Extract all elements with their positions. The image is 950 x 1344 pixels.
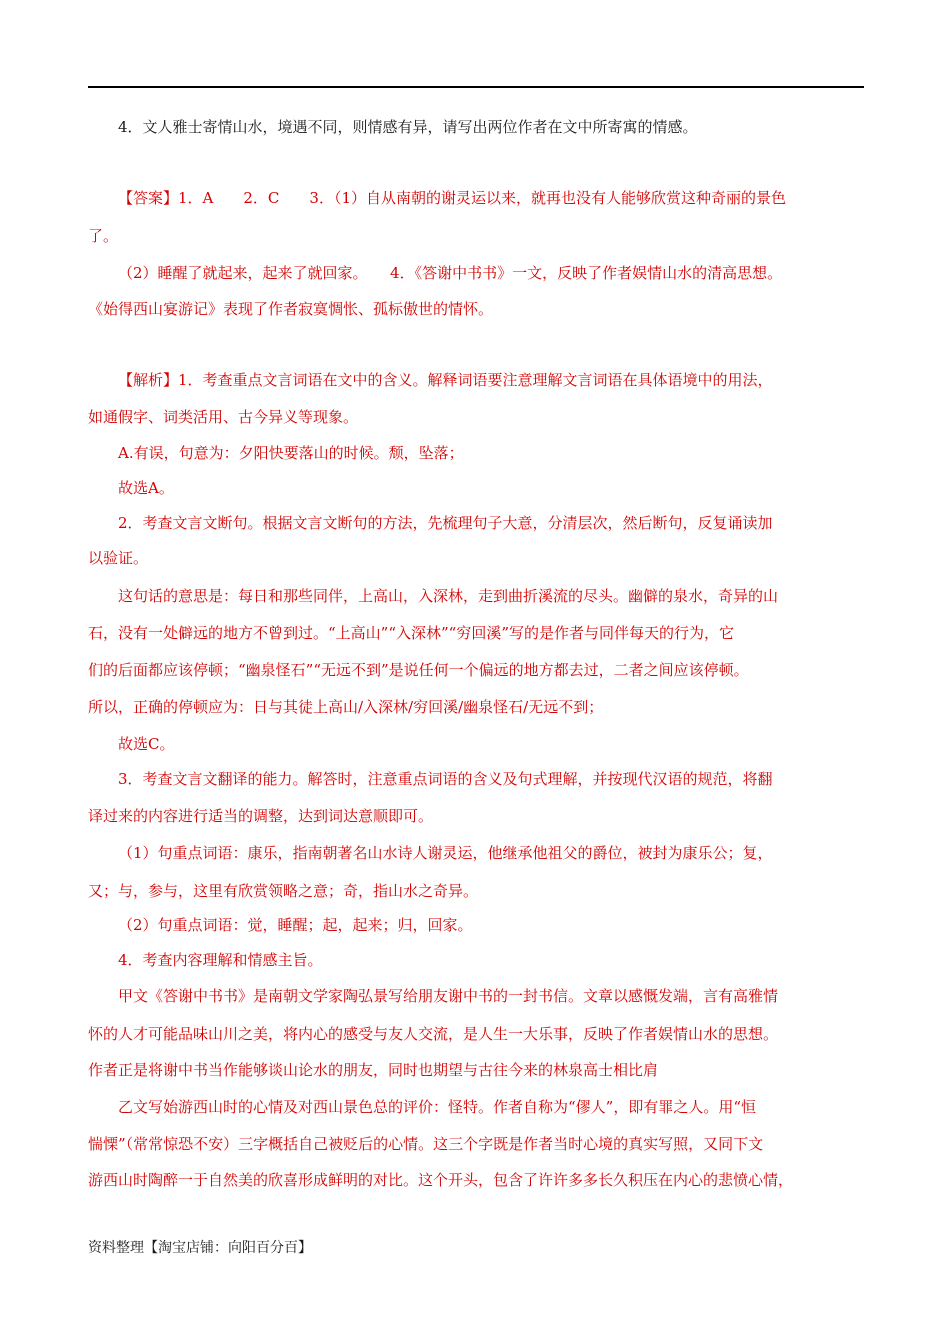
analysis-line: 惴慄”（常常惊恐不安）三字概括自己被贬后的心情。这三个字既是作者当时心境的真实写照，又同下文 xyxy=(88,1135,764,1153)
page-footer: 资料整理【淘宝店铺：向阳百分百】 xyxy=(88,1240,312,1256)
analysis-line: 译过来的内容进行适当的调整，达到词达意顺即可。 xyxy=(88,807,434,825)
analysis-line: A.有误，句意为：夕阳快要落山的时候。颓，坠落； xyxy=(118,444,464,462)
analysis-line: 石，没有一处僻远的地方不曾到过。“上高山”“入深林”“穷回溪”写的是作者与同伴每天的行为，它 xyxy=(88,624,735,642)
analysis-line: （1）句重点词语：康乐，指南朝著名山水诗人谢灵运，他继承他祖父的爵位，被封为康乐公；复， xyxy=(118,844,773,862)
analysis-line: 以验证。 xyxy=(88,549,149,567)
header-rule xyxy=(88,86,864,88)
analysis-line: 3．考查文言文翻译的能力。解答时，注意重点词语的含义及句式理解，并按现代汉语的规范，将翻 xyxy=(118,770,773,788)
analysis-line: 甲文《答谢中书书》是南朝文学家陶弘景写给朋友谢中书的一封书信。文章以感慨发端，言有高雅情 xyxy=(118,987,779,1005)
answer-line: 【答案】1．A 2．C 3．（1）自从南朝的谢灵运以来，就再也没有人能够欣赏这种奇丽的景色 xyxy=(118,189,786,207)
analysis-line: 【解析】1．考查重点文言词语在文中的含义。解释词语要注意理解文言词语在具体语境中的用法， xyxy=(118,371,773,389)
analysis-line: 作者正是将谢中书当作能够谈山论水的朋友，同时也期望与古往今来的林泉高士相比肩 xyxy=(88,1061,659,1079)
analysis-line: 乙文写始游西山时的心情及对西山景色总的评价：怪特。作者自称为“僇人”，即有罪之人。用“恒 xyxy=(118,1098,757,1116)
analysis-line: （2）句重点词语：觉，睡醒；起，起来；归，回家。 xyxy=(118,916,473,934)
analysis-line: 所以，正确的停顿应为：日与其徒上高山/入深林/穷回溪/幽泉怪石/无远不到； xyxy=(88,698,604,716)
answer-line: 《始得西山宴游记》表现了作者寂寞惆怅、孤标傲世的情怀。 xyxy=(88,300,494,318)
analysis-line: 又；与，参与，这里有欣赏领略之意；奇，指山水之奇异。 xyxy=(88,882,479,900)
analysis-line: 故选A。 xyxy=(118,479,174,497)
analysis-line: 游西山时陶醉一于自然美的欣喜形成鲜明的对比。这个开头，包含了许许多多长久积压在内心的悲愤心情， xyxy=(88,1171,794,1189)
answer-line: 了。 xyxy=(88,227,119,245)
analysis-line: 怀的人才可能品味山川之美，将内心的感受与友人交流，是人生一大乐事，反映了作者娱情山水的思想。 xyxy=(88,1025,779,1043)
analysis-line: 故选C。 xyxy=(118,735,175,753)
question-4: 4．文人雅士寄情山水，境遇不同，则情感有异，请写出两位作者在文中所寄寓的情感。 xyxy=(118,118,698,136)
analysis-line: 如通假字、词类活用、古今异义等现象。 xyxy=(88,408,359,426)
analysis-line: 2．考查文言文断句。根据文言文断句的方法，先梳理句子大意，分清层次，然后断句，反复诵读加 xyxy=(118,514,773,532)
analysis-line: 这句话的意思是：每日和那些同伴，上高山，入深林，走到曲折溪流的尽头。幽僻的泉水，奇异的山 xyxy=(118,587,779,605)
answer-line: （2）睡醒了就起来，起来了就回家。 4．《答谢中书书》一文，反映了作者娱情山水的清高思想。 xyxy=(118,264,783,282)
analysis-line: 4．考查内容理解和情感主旨。 xyxy=(118,951,323,969)
analysis-line: 们的后面都应该停顿；“幽泉怪石”“无远不到”是说任何一个偏远的地方都去过，二者之间应该停顿。 xyxy=(88,661,749,679)
